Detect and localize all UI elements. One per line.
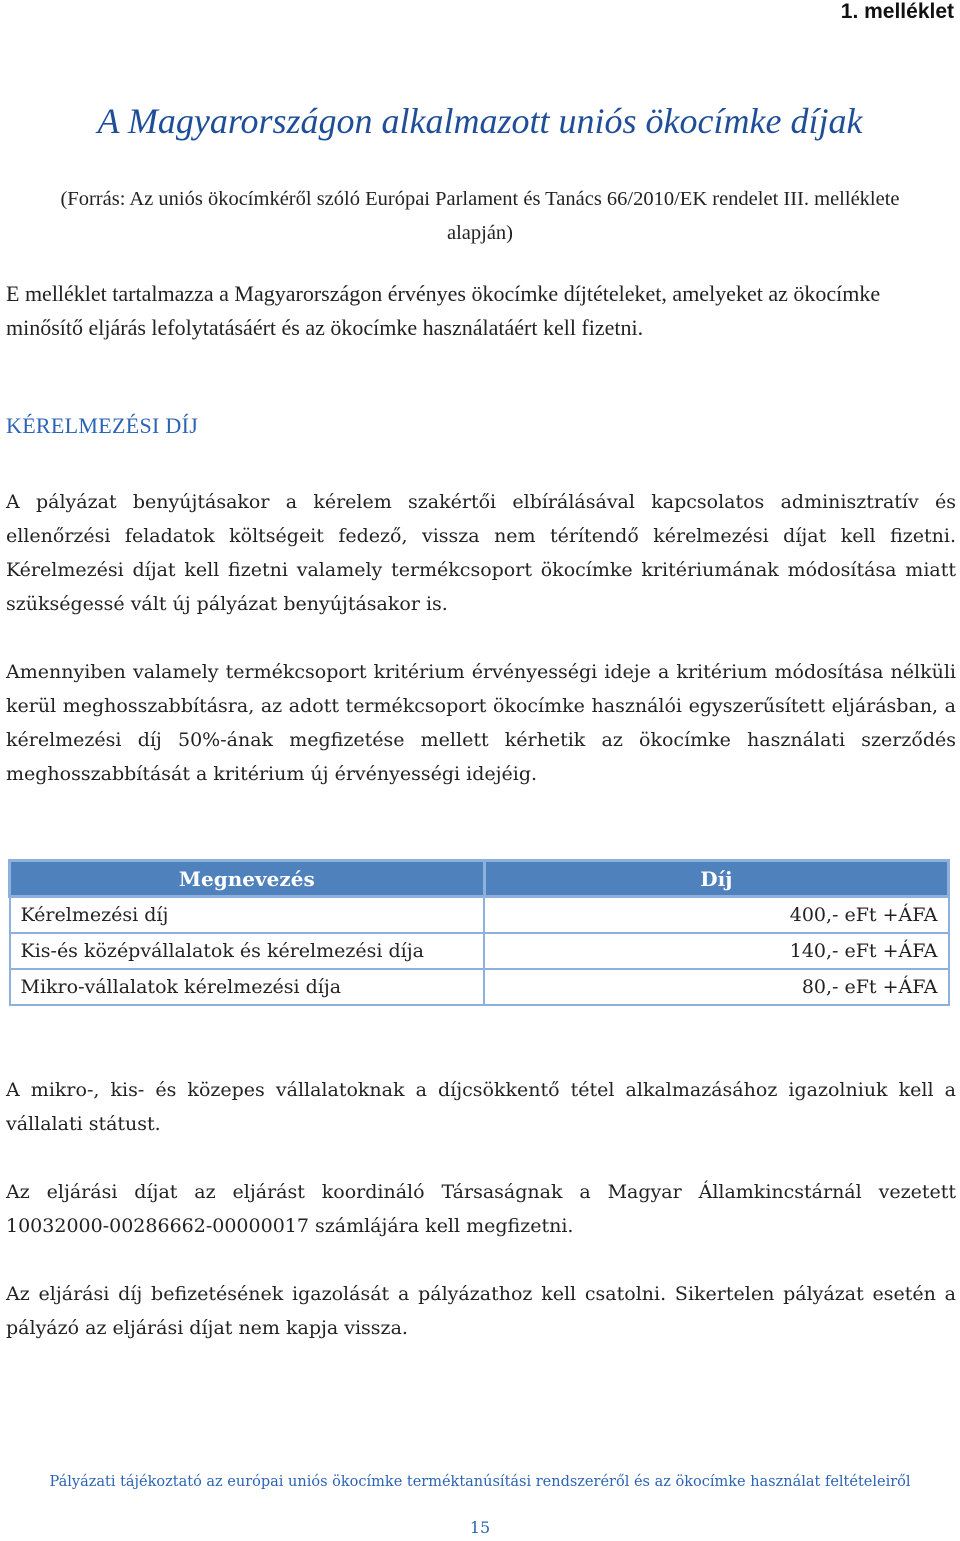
page-title: A Magyarországon alkalmazott uniós ökocímke díjak [97,101,863,141]
fee-name-cell: Kis-és középvállalatok és kérelmezési díja [10,933,485,969]
page-number: 15 [469,1518,491,1537]
source-note: (Forrás: Az uniós ökocímkéről szóló Európai Parlament és Tanács 66/2010/EK rendelet III. melléklete alapján) [60,188,900,244]
payment-account-paragraph: Az eljárási díjat az eljárást koordináló Társaságnak a Magyar Államkincstárnál vezetett 10032000-00286662-00000017 számlájára kell megfizetni. [6,1181,956,1237]
fee-table-header-row [10,861,949,897]
fee-table [8,859,950,1006]
fee-amount-cell: 140,- eFt +ÁFA [484,933,948,969]
fee-amount-cell: 80,- eFt +ÁFA [484,969,948,1005]
table-row [10,897,949,934]
payment-proof-paragraph: Az eljárási díj befizetésének igazolását a pályázathoz kell csatolni. Sikertelen pályázat esetén a pályázó az eljárási díjat nem kapja vissza. [6,1283,956,1339]
attachment-label: 1. melléklet [840,0,954,23]
fee-table-header-fee: Díj [484,861,948,897]
footer-text: Pályázati tájékoztató az európai uniós ökocímke terméktanúsítási rendszeréről és az ökocímke használat feltételeiről [49,1474,911,1490]
renewal-paragraph: Amennyiben valamely termékcsoport kritérium érvényességi ideje a kritérium módosítása nélküli kerül meghosszabbításra, az adott termékcsoport ökocímke használói egyszerűsített eljárásban, a kérelmezési díj 50%-ának megfizetése mellett kérhetik az ökocímke használati szerződés meghosszabbítását a kritérium új érvényességi idejéig. [6,661,956,785]
table-row [10,933,949,969]
fee-description-paragraph: A pályázat benyújtásakor a kérelem szakértői elbírálásával kapcsolatos adminisztratív és ellenőrzési feladatok költségeit fedező, vissza nem térítendő kérelmezési díjat kell fizetni. Kérelmezési díjat kell fizetni valamely termékcsoport ökocímke kritériumának módosítása miatt szükségessé vált új pályázat benyújtásakor is. [6,491,956,615]
sme-status-paragraph: A mikro-, kis- és közepes vállalatoknak a díjcsökkentő tétel alkalmazásához igazolniuk kell a vállalati státust. [6,1079,956,1135]
section-heading: KÉRELMEZÉSI DÍJ [6,413,199,438]
fee-name-cell: Mikro-vállalatok kérelmezési díja [10,969,485,1005]
fee-table-header-name: Megnevezés [10,861,485,897]
table-row [10,969,949,1005]
fee-name-cell: Kérelmezési díj [10,897,485,934]
intro-paragraph: E melléklet tartalmazza a Magyarországon érvényes ökocímke díjtételeket, amelyeket az ökocímke minősítő eljárás lefolytatásáért és az ökocímke használatáért kell fizetni. [6,281,881,340]
fee-amount-cell: 400,- eFt +ÁFA [484,897,948,934]
